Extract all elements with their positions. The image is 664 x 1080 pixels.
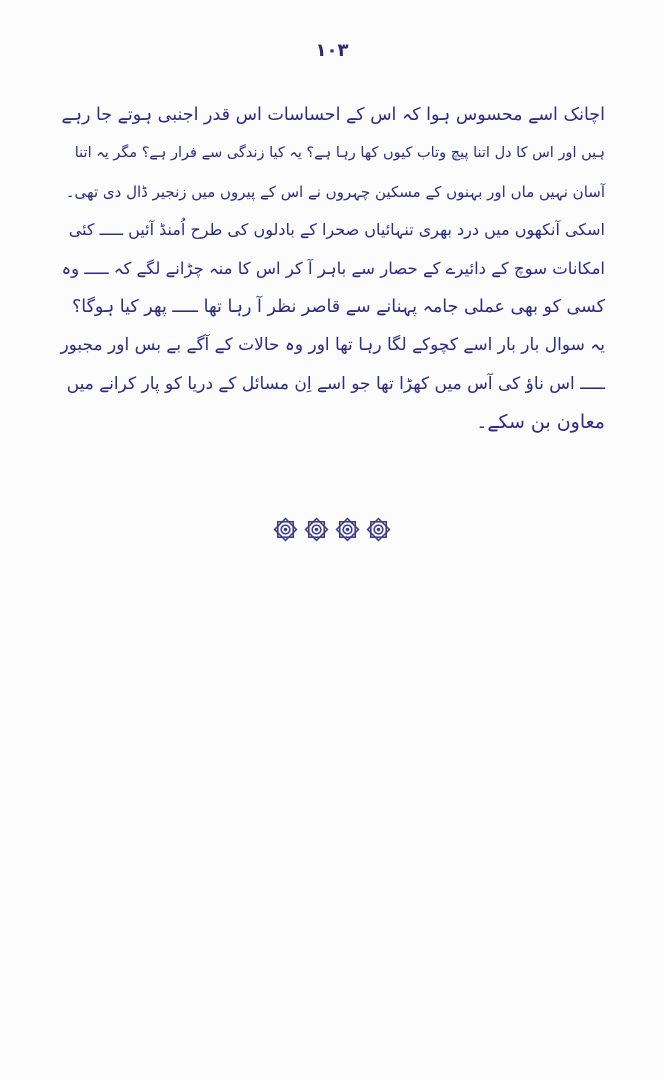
section-divider xyxy=(0,516,664,543)
text-line: یہ سوال بار بار اسے کچوکے لگا رہا تھا اور وہ حالات کے آگے بے بس اور مجبور xyxy=(60,335,605,356)
floral-ornament-icon xyxy=(334,516,361,543)
text-line: آسان نہیں ماں اور بہنوں کے مسکین چہروں نے اس کے پیروں میں زنجیر ڈال دی تھی۔ xyxy=(65,182,605,201)
page-number: ۱۰۳ xyxy=(315,40,349,61)
body-text xyxy=(60,96,605,442)
text-line: امکانات سوچ کے دائیرے کے حصار سے باہر آ کر اس کا منہ چڑانے لگے کہ ـــــ وہ xyxy=(61,258,605,278)
floral-ornament-icon xyxy=(272,516,299,543)
text-line: کسی کو بھی عملی جامہ پہنانے سے قاصر نظر آ رہا تھا ـــــ پھر کیا ہوگا؟ xyxy=(71,296,605,317)
text-line: اچانک اسے محسوس ہوا کہ اس کے احساسات اس قدر اجنبی ہوتے جا رہے xyxy=(61,105,605,125)
floral-ornament-icon xyxy=(303,516,330,543)
text-line: ـــــ اس ناؤ کی آس میں کھڑا تھا جو اسے اِن مسائل کے دریا کو پار کرانے میں xyxy=(66,373,605,394)
text-line: اسکی آنکھوں میں درد بھری تنہائیاں صحرا کے بادلوں کی طرح اُمنڈ آئیں ـــــ کئی xyxy=(68,220,605,240)
text-line: معاون بن سکے۔ xyxy=(476,411,605,434)
text-line: ہیں اور اس کا دل اتنا پیچ وتاب کیوں کھا رہا ہے؟ یہ کیا زندگی سے فرار ہے؟ مگر یہ اتنا xyxy=(74,145,605,162)
floral-ornament-icon xyxy=(365,516,392,543)
